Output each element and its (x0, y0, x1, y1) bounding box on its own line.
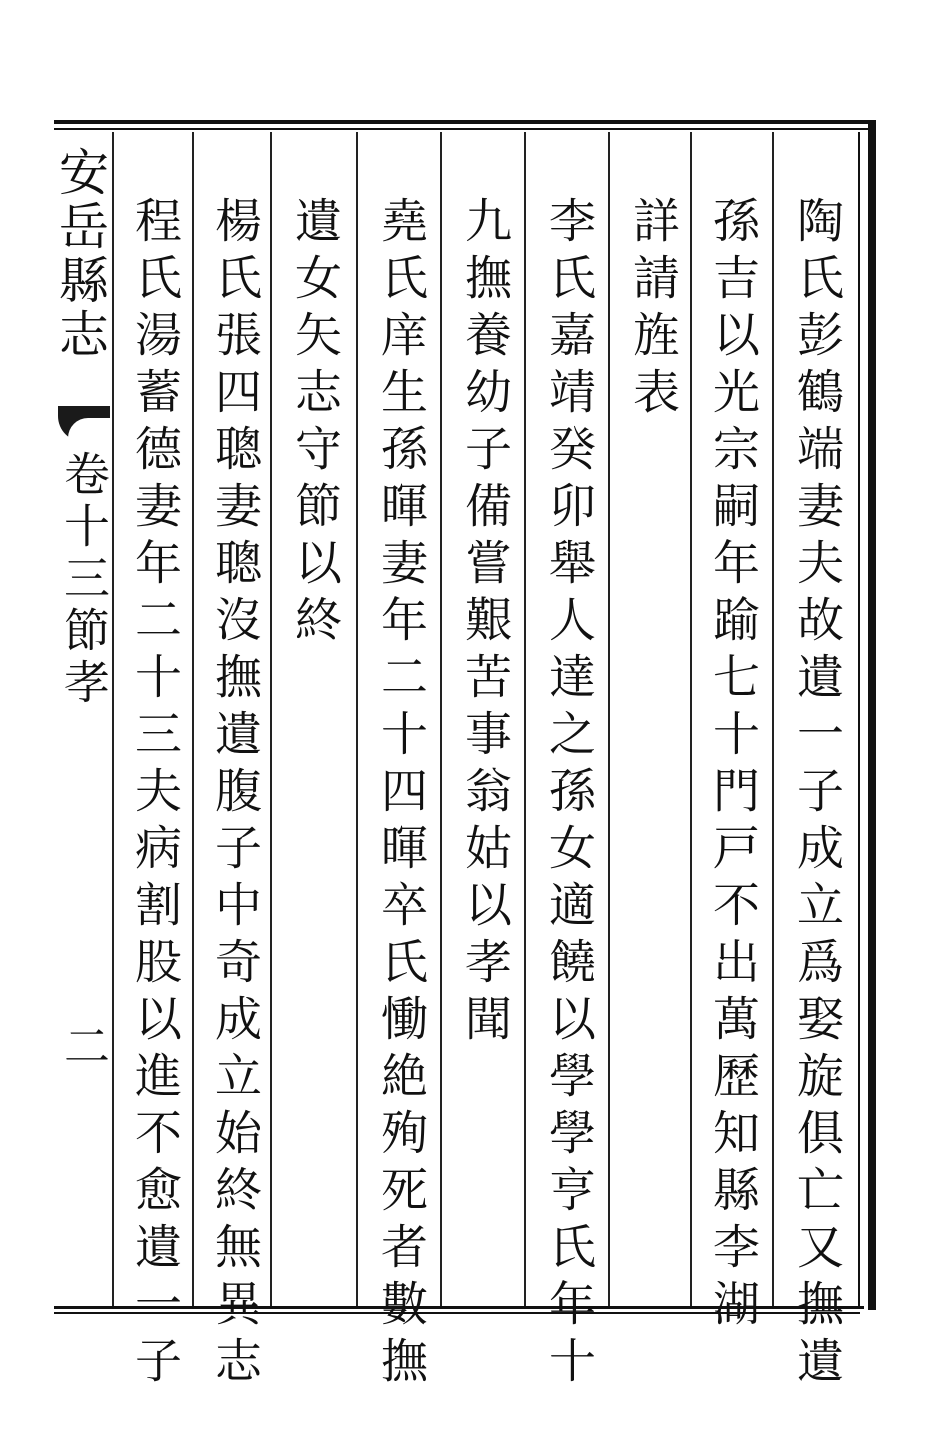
column-rule (112, 132, 114, 1306)
fishtail-mark-icon (58, 406, 110, 442)
text-column-7: 遺女矢志守節以終 (287, 196, 342, 652)
frame-right-inner-border (858, 132, 860, 1308)
column-rule (772, 132, 774, 1306)
book-title: 安岳縣志 (51, 146, 109, 362)
frame-right-border (868, 120, 876, 1310)
column-rule (608, 132, 610, 1306)
column-rule (440, 132, 442, 1306)
column-rule (356, 132, 358, 1306)
frame-top-inner-border (54, 128, 876, 130)
column-rule (690, 132, 692, 1306)
text-column-9: 程氏湯蓄德妻年二十三夫病割股以進不愈遺一子 (127, 196, 182, 1393)
text-column-3: 詳請旌表 (625, 196, 680, 424)
text-column-6: 堯氏庠生孫暉妻年二十四暉卒氏慟絶殉死者數撫 (373, 196, 428, 1393)
frame-top-border (54, 120, 876, 124)
column-rule (524, 132, 526, 1306)
column-rule (192, 132, 194, 1306)
text-column-1: 陶氏彭鶴端妻夫故遺一子成立爲娶旋俱亡又撫遺 (789, 196, 844, 1393)
page-number: 二 (57, 1022, 111, 1068)
chapter-heading: 卷十三節孝 (57, 450, 111, 710)
text-column-2: 孫吉以光宗嗣年踰七十門戸不出萬歷知縣李湖 (705, 196, 760, 1336)
column-rule (270, 132, 272, 1306)
text-column-5: 九撫養幼子備嘗艱苦事翁姑以孝聞 (457, 196, 512, 1051)
text-column-4: 李氏嘉靖癸卯舉人達之孫女適饒以學學亨氏年十 (541, 196, 596, 1393)
text-column-8: 楊氏張四聰妻聰沒撫遺腹子中奇成立始終無異志 (207, 196, 262, 1393)
